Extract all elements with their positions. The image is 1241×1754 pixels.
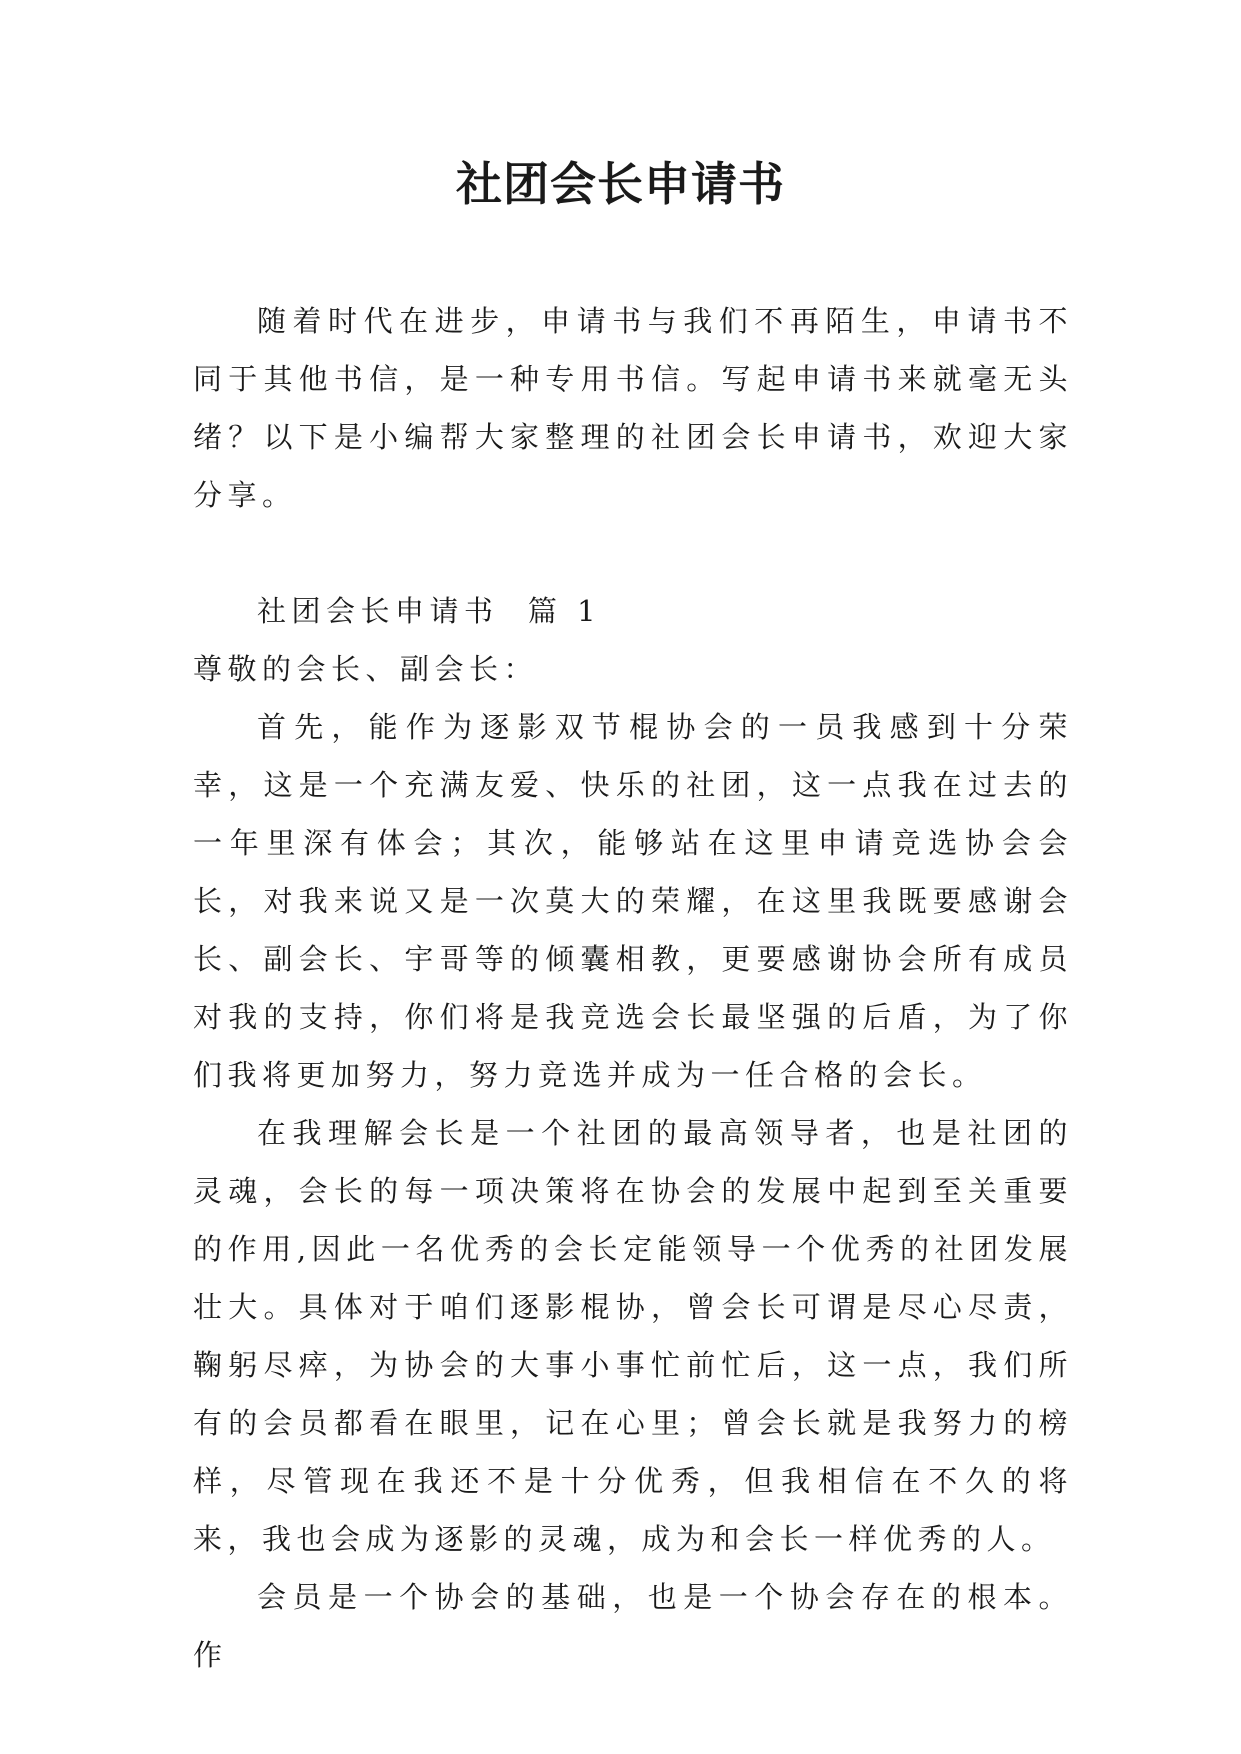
section-heading: 社团会长申请书 篇 1 — [257, 594, 602, 628]
salutation: 尊敬的会长、副会长： — [193, 652, 539, 686]
document-body — [193, 292, 1073, 1684]
intro-paragraph: 随着时代在进步，申请书与我们不再陌生，申请书不同于其他书信，是一种专用书信。写起申请书来就毫无头绪？以下是小编帮大家整理的社团会长申请书，欢迎大家分享。 — [193, 304, 1073, 512]
document-title: 社团会长申请书 — [456, 157, 785, 211]
body-paragraph-3: 会员是一个协会的基础，也是一个协会存在的根本。作 — [193, 1580, 1073, 1672]
body-paragraph-2: 在我理解会长是一个社团的最高领导者，也是社团的灵魂，会长的每一项决策将在协会的发展中起到至关重要的作用,因此一名优秀的会长定能领导一个优秀的社团发展壮大。具体对于咱们逐影棍协，曾会长可谓是尽心尽责，鞠躬尽瘁，为协会的大事小事忙前忙后，这一点，我们所有的会员都看在眼里，记在心里；曾会长就是我努力的榜样，尽管现在我还不是十分优秀，但我相信在不久的将来，我也会成为逐影的灵魂，成为和会长一样优秀的人。 — [193, 1116, 1073, 1556]
body-paragraph-1: 首先，能作为逐影双节棍协会的一员我感到十分荣幸，这是一个充满友爱、快乐的社团，这一点我在过去的一年里深有体会；其次，能够站在这里申请竞选协会会长，对我来说又是一次莫大的荣耀，在这里我既要感谢会长、副会长、宇哥等的倾囊相教，更要感谢协会所有成员对我的支持，你们将是我竞选会长最坚强的后盾，为了你们我将更加努力，努力竞选并成为一任合格的会长。 — [193, 710, 1073, 1092]
